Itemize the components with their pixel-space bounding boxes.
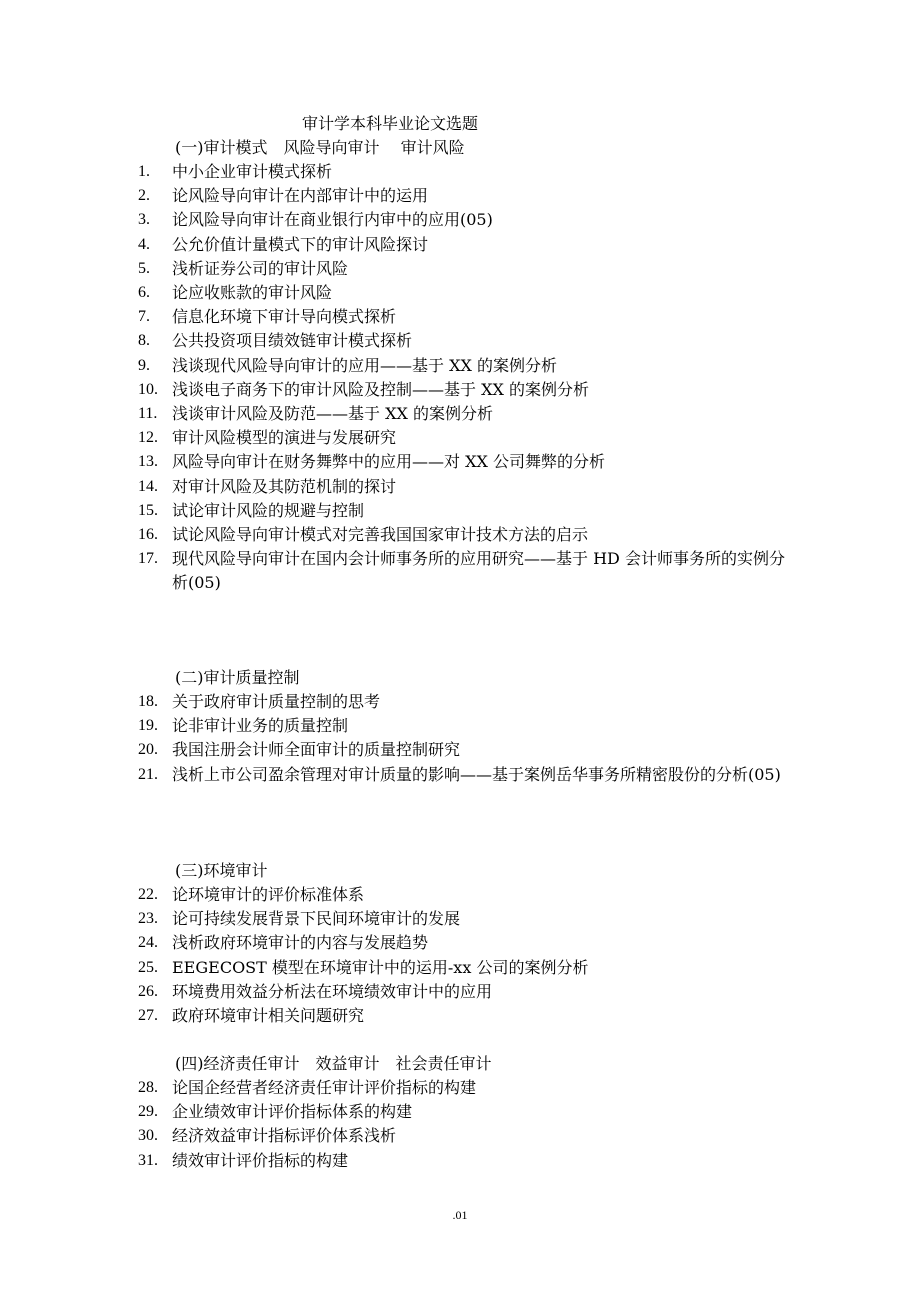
list-item	[138, 208, 798, 232]
item-number: 24.	[138, 934, 158, 952]
item-text: 关于政府审计质量控制的思考	[172, 692, 381, 711]
item-text: 论可持续发展背景下民间环境审计的发展	[172, 909, 461, 929]
list-item	[138, 257, 798, 281]
list-item	[138, 1149, 798, 1173]
item-text: 浅谈现代风险导向审计的应用——基于 XX 的案例分析	[172, 355, 557, 375]
item-text: 论风险导向审计在商业银行内审中的应用(05)	[172, 210, 493, 230]
item-text: 浅析证券公司的审计风险	[172, 258, 349, 278]
item-text: 风险导向审计在财务舞弊中的应用——对 XX 公司舞弊的分析	[172, 452, 605, 472]
item-text: 论国企经营者经济责任审计评价指标的构建	[172, 1078, 477, 1097]
section-heading-3: (三)环境审计	[175, 861, 268, 880]
section-heading-2: (二)审计质量控制	[175, 668, 300, 687]
section-heading-1: (一)审计模式 风险导向审计 审计风险	[175, 138, 465, 157]
list-item	[138, 160, 798, 184]
item-text: 浅析政府环境审计的内容与发展趋势	[172, 933, 429, 953]
list-item	[138, 956, 798, 980]
item-text: 环境费用效益分析法在环境绩效审计中的应用	[172, 981, 493, 1001]
list-item	[138, 883, 798, 907]
item-number: 11.	[138, 405, 158, 423]
list-item	[138, 763, 798, 787]
list-item	[138, 305, 798, 329]
topic-list-4	[138, 1076, 798, 1173]
item-number: 23.	[138, 910, 158, 928]
topic-list-1	[138, 160, 798, 596]
item-number: 17.	[138, 550, 158, 568]
item-number: 26.	[138, 982, 158, 1000]
item-number: 31.	[138, 1151, 158, 1169]
item-number: 9.	[138, 356, 150, 374]
list-item	[138, 1076, 798, 1100]
item-number: 1.	[138, 163, 150, 180]
item-number: 27.	[138, 1007, 158, 1025]
item-number: 15.	[138, 501, 158, 519]
item-number: 2.	[138, 187, 150, 205]
item-text: 公允价值计量模式下的审计风险探讨	[172, 234, 429, 254]
item-number: 4.	[138, 235, 150, 253]
item-text: 试论审计风险的规避与控制	[172, 500, 365, 520]
item-text: 公共投资项目绩效链审计模式探析	[172, 331, 413, 351]
item-text: 绩效审计评价指标的构建	[172, 1150, 349, 1170]
list-item	[138, 980, 798, 1004]
list-item	[138, 523, 798, 547]
item-number: 16.	[138, 526, 158, 544]
list-item	[138, 184, 798, 208]
item-text: 政府环境审计相关问题研究	[172, 1006, 365, 1026]
section-heading-4: (四)经济责任审计 效益审计 社会责任审计	[175, 1054, 492, 1073]
item-number: 21.	[138, 765, 158, 783]
item-text: 论风险导向审计在内部审计中的运用	[172, 186, 429, 206]
page-footer: .01	[452, 1208, 468, 1222]
list-item	[138, 402, 798, 426]
item-number: 18.	[138, 693, 158, 710]
page-title: 审计学本科毕业论文选题	[301, 114, 478, 133]
item-text: 论应收账款的审计风险	[172, 283, 333, 303]
item-text: 经济效益审计指标评价体系浅析	[172, 1126, 397, 1146]
item-text: 浅谈电子商务下的审计风险及控制——基于 XX 的案例分析	[172, 379, 589, 399]
list-item	[138, 1124, 798, 1148]
item-text: 论非审计业务的质量控制	[172, 716, 349, 736]
item-text: 信息化环境下审计导向模式探析	[172, 307, 397, 327]
list-item	[138, 499, 798, 523]
list-item	[138, 354, 798, 378]
item-text: 试论风险导向审计模式对完善我国国家审计技术方法的启示	[172, 525, 589, 545]
list-item	[138, 714, 798, 738]
item-number: 19.	[138, 717, 158, 735]
item-text: EEGECOST 模型在环境审计中的运用-xx 公司的案例分析	[172, 957, 589, 977]
item-number: 3.	[138, 211, 150, 229]
topic-list-2	[138, 690, 798, 787]
item-number: 8.	[138, 332, 150, 350]
list-item	[138, 475, 798, 499]
list-item	[138, 738, 798, 762]
item-number: 13.	[138, 453, 158, 471]
item-number: 30.	[138, 1127, 158, 1145]
list-item	[138, 1100, 798, 1124]
item-text: 审计风险模型的演进与发展研究	[172, 428, 397, 448]
item-number: 20.	[138, 741, 158, 759]
item-text: 浅谈审计风险及防范——基于 XX 的案例分析	[172, 404, 493, 424]
item-number: 28.	[138, 1079, 158, 1096]
list-item	[138, 690, 798, 714]
item-number: 14.	[138, 477, 158, 495]
item-text: 论环境审计的评价标准体系	[172, 885, 365, 904]
list-item	[138, 931, 798, 955]
topic-list-3	[138, 883, 798, 1028]
item-number: 7.	[138, 308, 150, 326]
item-number: 22.	[138, 886, 158, 903]
item-text: 对审计风险及其防范机制的探讨	[172, 476, 397, 496]
item-number: 25.	[138, 958, 158, 976]
list-item	[138, 378, 798, 402]
item-number: 6.	[138, 284, 150, 302]
item-text: 企业绩效审计评价指标体系的构建	[172, 1102, 413, 1122]
list-item	[138, 233, 798, 257]
item-number: 5.	[138, 259, 150, 277]
list-item	[138, 426, 798, 450]
item-text: 浅析上市公司盈余管理对审计质量的影响——基于案例岳华事务所精密股份的分析(05)	[172, 764, 781, 784]
item-number: 12.	[138, 429, 158, 447]
list-item	[138, 547, 798, 595]
item-number: 29.	[138, 1103, 158, 1121]
item-number: 10.	[138, 380, 158, 398]
list-item	[138, 907, 798, 931]
item-text: 中小企业审计模式探析	[172, 162, 333, 181]
item-text: 我国注册会计师全面审计的质量控制研究	[172, 740, 461, 760]
list-item	[138, 450, 798, 474]
list-item	[138, 329, 798, 353]
list-item	[138, 281, 798, 305]
item-text: 现代风险导向审计在国内会计师事务所的应用研究——基于 HD 会计师事务所的实例分析(05)	[172, 549, 785, 593]
list-item	[138, 1004, 798, 1028]
